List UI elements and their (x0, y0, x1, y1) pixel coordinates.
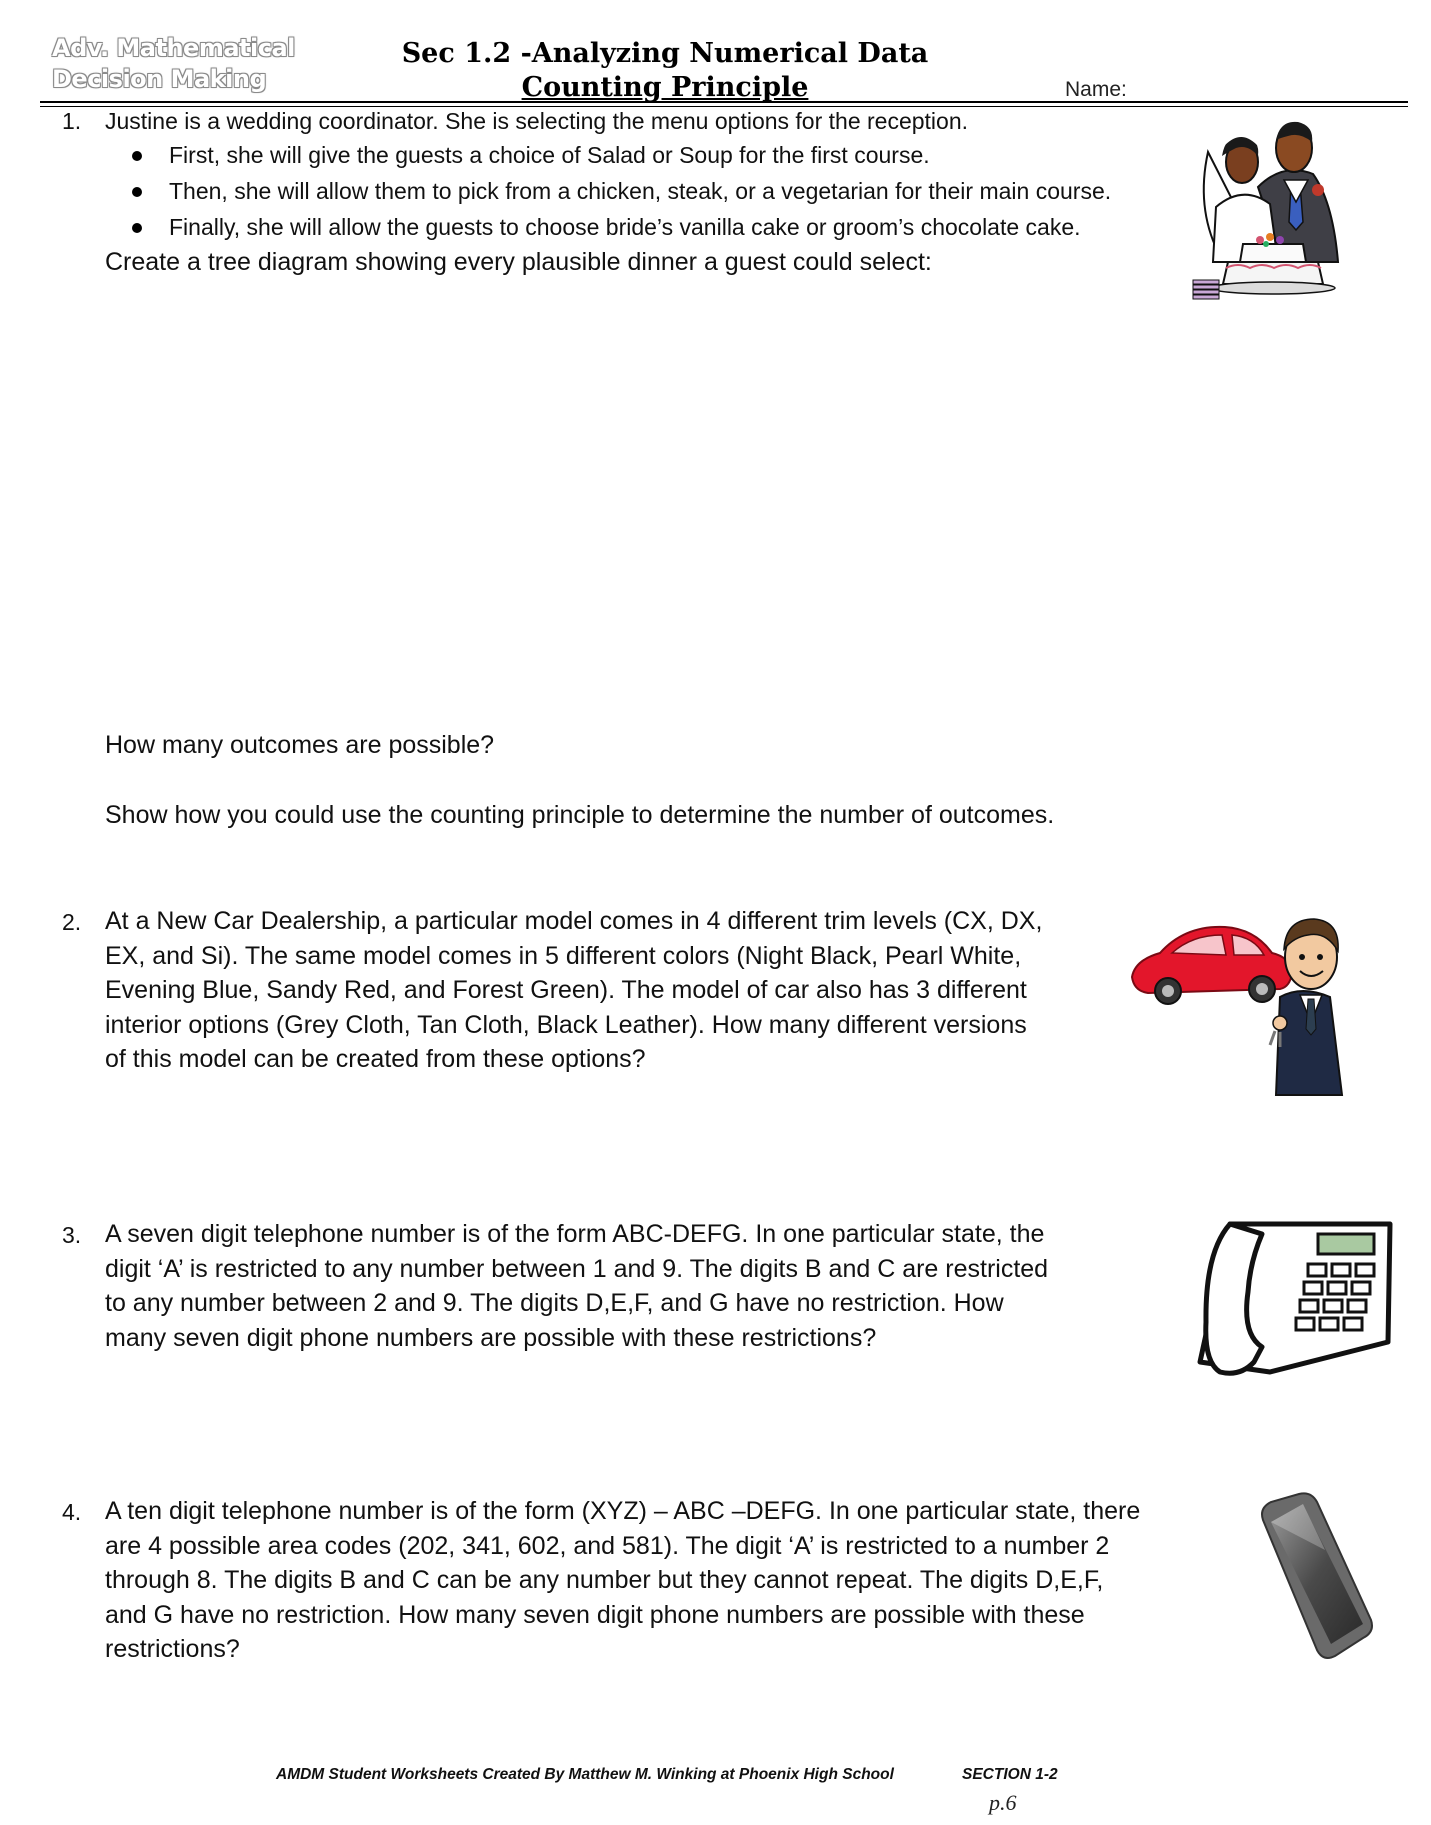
bullet-dot-icon (132, 151, 142, 161)
bullet-dot-icon (132, 223, 142, 233)
followup-question: Show how you could use the counting principle to determine the number of outcomes. (105, 801, 1055, 829)
footer-credit: AMDM Student Worksheets Created By Matthew M. Winking at Phoenix High School (276, 1766, 894, 1783)
bullet-item (132, 174, 1162, 209)
bullet-item (132, 138, 1012, 173)
question-number: 1. (62, 108, 82, 134)
question-line: A ten digit telephone number is of the form (XYZ) – ABC –DEFG. In one particular state, there (105, 1497, 1141, 1525)
question-line: Evening Blue, Sandy Red, and Forest Green). The model of car also has 3 different (105, 976, 1027, 1004)
question-prompt: Create a tree diagram showing every plausible dinner a guest could select: (105, 248, 932, 276)
question-line: EX, and Si). The same model comes in 5 different colors (Night Black, Pearl White, (105, 941, 1022, 970)
question-line: are 4 possible area codes (202, 341, 602, and 581). The digit ‘A’ is restricted to a number 2 (105, 1531, 1110, 1560)
header-rule-top (40, 101, 1408, 103)
course-brand-line2: Decision Making (52, 65, 267, 93)
smartphone-icon (1255, 1490, 1380, 1665)
page-number: p.6 (989, 1790, 1017, 1815)
question-line: and G have no restriction. How many seven digit phone numbers are possible with these (105, 1600, 1085, 1629)
question-text (105, 1217, 1155, 1355)
question-number: 4. (62, 1499, 82, 1525)
bullet-dot-icon (132, 187, 142, 197)
car-dealer-icon (1130, 905, 1360, 1100)
question-line: many seven digit phone numbers are possible with these restrictions? (105, 1323, 877, 1352)
question-line: of this model can be created from these options? (105, 1045, 646, 1073)
question-line: interior options (Grey Cloth, Tan Cloth, Black Leather). How many different versions (105, 1010, 1027, 1039)
question-number: 2. (62, 909, 82, 935)
question-line: A seven digit telephone number is of the form ABC-DEFG. In one particular state, the (105, 1220, 1045, 1248)
question-line: restrictions? (105, 1635, 240, 1663)
desk-telephone-icon (1190, 1212, 1395, 1382)
question-intro: Justine is a wedding coordinator. She is selecting the menu options for the reception. (105, 108, 969, 134)
question-line: to any number between 2 and 9. The digits D,E,F, and G have no restriction. How (105, 1289, 1004, 1317)
question-line: digit ‘A’ is restricted to any number between 1 and 9. The digits B and C are restricted (105, 1254, 1049, 1283)
question-text (105, 904, 1155, 1077)
footer-section: SECTION 1-2 (962, 1766, 1058, 1783)
bullet-text: Then, she will allow them to pick from a chicken, steak, or a vegetarian for their main course. (169, 178, 1112, 204)
question-line: through 8. The digits B and C can be any number but they cannot repeat. The digits D,E,F, (105, 1566, 1104, 1594)
page-subtitle: Counting Principle (521, 72, 809, 103)
bullet-item (132, 210, 1162, 245)
tree-diagram-answer-area[interactable] (105, 290, 1105, 710)
wedding-couple-icon (1188, 112, 1358, 307)
question-text (105, 1494, 1205, 1667)
bullet-text: First, she will give the guests a choice of Salad or Soup for the first course. (169, 142, 930, 168)
name-label: Name: (1065, 78, 1127, 101)
page-title: Sec 1.2 -Analyzing Numerical Data (401, 38, 929, 69)
course-brand-line1: Adv. Mathematical (52, 34, 295, 62)
bullet-text: Finally, she will allow the guests to choose bride’s vanilla cake or groom’s chocolate cake. (169, 214, 1081, 240)
question-line: At a New Car Dealership, a particular model comes in 4 different trim levels (CX, DX, (105, 907, 1043, 935)
followup-question: How many outcomes are possible? (105, 731, 495, 759)
question-number: 3. (62, 1222, 82, 1248)
